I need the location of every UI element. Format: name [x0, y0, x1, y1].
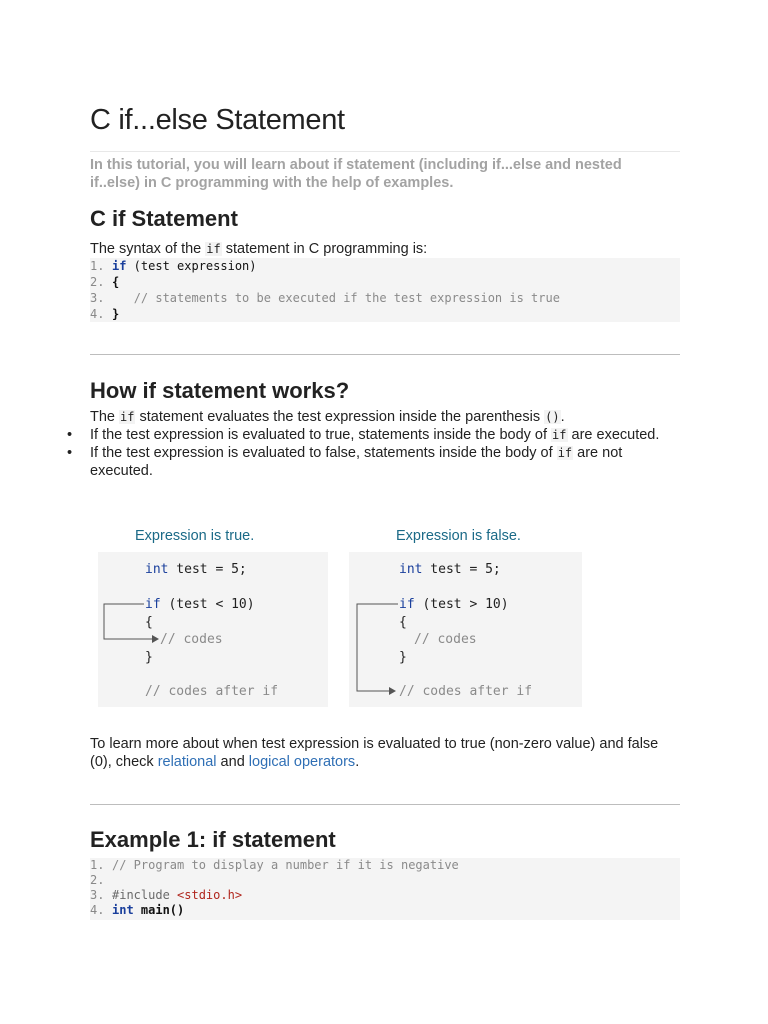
- code-keyword: int: [399, 562, 423, 577]
- text-post: .: [560, 409, 565, 425]
- bullet-text: If the test expression is evaluated to true, statements inside the body of: [90, 427, 552, 443]
- code-keyword: if: [112, 259, 127, 273]
- code-line: [90, 873, 680, 888]
- code-text: (test expression): [126, 259, 257, 273]
- section-divider: [90, 804, 680, 805]
- list-item: [67, 444, 680, 480]
- section-heading-how-it-works: How if statement works?: [90, 378, 350, 403]
- flow-arrow-icon: [349, 524, 582, 708]
- code-text: }: [112, 307, 120, 321]
- intro-text: In this tutorial, you will learn about if statement (including if...else and nested if..else) in C programming with the help of examples.: [90, 157, 622, 191]
- code-text: {: [112, 275, 120, 289]
- bullet-text-post: are executed.: [567, 427, 660, 443]
- diagram-body-comment: // codes: [414, 632, 477, 647]
- bullet-icon: •: [67, 445, 73, 461]
- code-keyword: if: [399, 597, 415, 612]
- code-text: (test < 10): [160, 597, 255, 612]
- code-keyword: int: [145, 562, 169, 577]
- diagram-open-brace: {: [399, 615, 407, 630]
- example-code-block: [90, 858, 680, 920]
- syntax-intro: [90, 240, 680, 258]
- line-number: 2.: [90, 873, 105, 887]
- line-number: 1.: [90, 259, 105, 273]
- section-divider: [90, 354, 680, 355]
- diagram-caption-false: Expression is false.: [396, 528, 521, 544]
- code-comment: // Program to display a number if it is negative: [112, 858, 459, 872]
- section-heading-if-statement: C if Statement: [90, 206, 238, 231]
- syntax-text-pre: The syntax of the: [90, 241, 206, 257]
- diagram-open-brace: {: [145, 615, 153, 630]
- code-comment: // statements to be executed if the test expression is true: [133, 291, 560, 305]
- line-number: 3.: [90, 888, 105, 902]
- line-number: 4.: [90, 307, 105, 321]
- diagram-close-brace: }: [145, 650, 153, 665]
- syntax-text-post: statement in C programming is:: [221, 241, 428, 257]
- bullet-icon: •: [67, 427, 73, 443]
- bullet-list: [67, 426, 680, 480]
- code-text: test = 5;: [422, 562, 501, 577]
- relational-link[interactable]: relational: [157, 754, 217, 770]
- code-line: [90, 306, 680, 322]
- diagram-caption-true: Expression is true.: [135, 528, 255, 544]
- learn-more-text: [90, 735, 680, 771]
- code-directive: #include: [112, 888, 178, 902]
- text-pre: To learn more about when test expression is evaluated to true (non-zero value) and false (0), check: [90, 736, 659, 770]
- code-line: [90, 858, 680, 873]
- line-number: 4.: [90, 903, 105, 917]
- diagram-expression-false: [349, 524, 579, 708]
- inline-code-parenthesis: (): [545, 410, 560, 424]
- diagram-expression-true: [98, 524, 328, 708]
- bullet-text: If the test expression is evaluated to false, statements inside the body of: [90, 445, 557, 461]
- logical-operators-link[interactable]: logical operators: [248, 754, 356, 770]
- code-line: [90, 888, 680, 903]
- intro-divider: [90, 151, 680, 152]
- code-line: [90, 274, 680, 290]
- syntax-code-block: [90, 258, 680, 322]
- flow-arrow-icon: [98, 524, 328, 708]
- code-line: [90, 258, 680, 274]
- list-item: [67, 426, 680, 444]
- diagram-after-comment: // codes after if: [145, 684, 279, 699]
- code-text: test = 5;: [168, 562, 247, 577]
- diagram-body-comment: // codes: [160, 632, 223, 647]
- page-title: C if...else Statement: [90, 104, 345, 136]
- diagram-close-brace: }: [399, 650, 407, 665]
- section-heading-example-1: Example 1: if statement: [90, 827, 336, 852]
- text-mid: statement evaluates the test expression inside the parenthesis: [135, 409, 545, 425]
- code-text: (test > 10): [414, 597, 509, 612]
- code-indent: [112, 291, 134, 305]
- how-it-works-text: [90, 408, 680, 426]
- inline-code-if: if: [120, 410, 135, 424]
- line-number: 3.: [90, 291, 105, 305]
- diagram-after-comment: // codes after if: [399, 684, 533, 699]
- text-pre: The: [90, 409, 120, 425]
- inline-code-if: if: [552, 428, 567, 442]
- code-line: [90, 903, 680, 918]
- code-line: [90, 290, 680, 306]
- text-and: and: [216, 754, 249, 770]
- line-number: 1.: [90, 858, 105, 872]
- code-keyword: if: [145, 597, 161, 612]
- code-string: <stdio.h>: [177, 888, 243, 902]
- inline-code-if: if: [206, 242, 221, 256]
- bullet-text-post: are not executed.: [90, 445, 623, 479]
- inline-code-if: if: [557, 446, 573, 460]
- text-post: .: [355, 754, 360, 770]
- line-number: 2.: [90, 275, 105, 289]
- code-text: main(): [133, 903, 185, 917]
- code-keyword: int: [112, 903, 134, 917]
